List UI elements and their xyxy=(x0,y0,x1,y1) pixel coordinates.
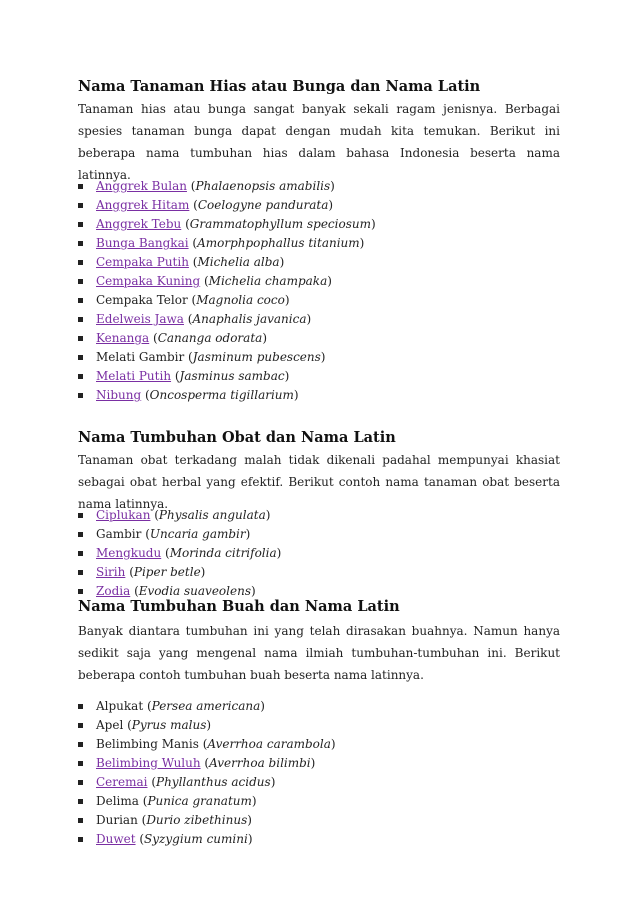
plant-name: Cempaka Telor xyxy=(96,293,188,307)
square-bullet-icon xyxy=(78,260,83,265)
plant-name-link[interactable]: Cempaka Putih xyxy=(96,255,189,269)
latin-name: Pyrus malus xyxy=(131,718,207,732)
list-item: Alpukat (Persea americana) xyxy=(78,697,336,716)
latin-name: Jasminum pubescens xyxy=(192,350,321,364)
square-bullet-icon xyxy=(78,837,83,842)
section-title-ornamental: Nama Tanaman Hias atau Bunga dan Nama Latin xyxy=(78,78,481,95)
list-item: Melati Gambir (Jasminum pubescens) xyxy=(78,348,376,367)
list-item: Nibung (Oncosperma tigillarium) xyxy=(78,386,376,405)
section-intro-fruit: Banyak diantara tumbuhan ini yang telah dirasakan buahnya. Namun hanya sedikit saja yang mengenal nama ilmiah tumbuhan-tumbuhan ini. Berikut beberapa contoh tumbuhan buah beserta nama latinnya. xyxy=(78,624,560,682)
latin-name: Physalis angulata xyxy=(158,508,266,522)
plant-name: Durian xyxy=(96,813,138,827)
latin-name: Evodia suaveolens xyxy=(138,584,251,598)
square-bullet-icon xyxy=(78,241,83,246)
plant-list-ornamental xyxy=(78,177,376,405)
square-bullet-icon xyxy=(78,799,83,804)
list-item: Anggrek Hitam (Coelogyne pandurata) xyxy=(78,196,376,215)
plant-name-link[interactable]: Melati Putih xyxy=(96,369,172,383)
square-bullet-icon xyxy=(78,532,83,537)
section-title-medicinal: Nama Tumbuhan Obat dan Nama Latin xyxy=(78,429,396,446)
square-bullet-icon xyxy=(78,589,83,594)
square-bullet-icon xyxy=(78,704,83,709)
plant-name-link[interactable]: Belimbing Wuluh xyxy=(96,756,201,770)
square-bullet-icon xyxy=(78,723,83,728)
plant-name-link[interactable]: Ciplukan xyxy=(96,508,151,522)
list-item: Cempaka Telor (Magnolia coco) xyxy=(78,291,376,310)
latin-name: Amorphpophallus titanium xyxy=(197,236,360,250)
plant-name: Belimbing Manis xyxy=(96,737,199,751)
list-item: Gambir (Uncaria gambir) xyxy=(78,525,281,544)
list-item: Belimbing Wuluh (Averrhoa bilimbi) xyxy=(78,754,336,773)
list-item: Bunga Bangkai (Amorphpophallus titanium) xyxy=(78,234,376,253)
section-intro-medicinal: Tanaman obat terkadang malah tidak dikenali padahal mempunyai khasiat sebagai obat herbal yang efektif. Berikut contoh nama tanaman obat beserta nama latinnya. xyxy=(78,453,560,511)
latin-name: Morinda citrifolia xyxy=(169,546,277,560)
list-item: Edelweis Jawa (Anaphalis javanica) xyxy=(78,310,376,329)
latin-name: Averrhoa bilimbi xyxy=(209,756,311,770)
plant-list-medicinal xyxy=(78,506,281,601)
latin-name: Punica granatum xyxy=(147,794,252,808)
square-bullet-icon xyxy=(78,355,83,360)
list-item: Anggrek Tebu (Grammatophyllum speciosum) xyxy=(78,215,376,234)
plant-name: Alpukat xyxy=(96,699,144,713)
plant-name-link[interactable]: Ceremai xyxy=(96,775,148,789)
list-item: Anggrek Bulan (Phalaenopsis amabilis) xyxy=(78,177,376,196)
square-bullet-icon xyxy=(78,513,83,518)
plant-name-link[interactable]: Kenanga xyxy=(96,331,150,345)
list-item: Belimbing Manis (Averrhoa carambola) xyxy=(78,735,336,754)
latin-name: Magnolia coco xyxy=(196,293,285,307)
latin-name: Piper betle xyxy=(133,565,201,579)
list-item: Cempaka Putih (Michelia alba) xyxy=(78,253,376,272)
list-item: Sirih (Piper betle) xyxy=(78,563,281,582)
latin-name: Durio zibethinus xyxy=(146,813,248,827)
plant-name: Melati Gambir xyxy=(96,350,185,364)
plant-name-link[interactable]: Anggrek Hitam xyxy=(96,198,190,212)
latin-name: Phyllanthus acidus xyxy=(156,775,271,789)
latin-name: Oncosperma tigillarium xyxy=(149,388,294,402)
list-item: Zodia (Evodia suaveolens) xyxy=(78,582,281,601)
square-bullet-icon xyxy=(78,570,83,575)
list-item: Delima (Punica granatum) xyxy=(78,792,336,811)
square-bullet-icon xyxy=(78,742,83,747)
latin-name: Jasminus sambac xyxy=(179,369,285,383)
plant-name-link[interactable]: Zodia xyxy=(96,584,131,598)
latin-name: Persea americana xyxy=(151,699,261,713)
square-bullet-icon xyxy=(78,374,83,379)
list-item: Melati Putih (Jasminus sambac) xyxy=(78,367,376,386)
latin-name: Grammatophyllum speciosum xyxy=(189,217,371,231)
list-item: Ceremai (Phyllanthus acidus) xyxy=(78,773,336,792)
plant-name-link[interactable]: Cempaka Kuning xyxy=(96,274,201,288)
square-bullet-icon xyxy=(78,279,83,284)
latin-name: Michelia champaka xyxy=(208,274,328,288)
square-bullet-icon xyxy=(78,780,83,785)
square-bullet-icon xyxy=(78,298,83,303)
plant-name-link[interactable]: Anggrek Tebu xyxy=(96,217,182,231)
plant-name: Delima xyxy=(96,794,139,808)
latin-name: Anaphalis javanica xyxy=(192,312,307,326)
latin-name: Uncaria gambir xyxy=(149,527,246,541)
section-title-fruit: Nama Tumbuhan Buah dan Nama Latin xyxy=(78,598,400,615)
list-item: Durian (Durio zibethinus) xyxy=(78,811,336,830)
square-bullet-icon xyxy=(78,818,83,823)
latin-name: Michelia alba xyxy=(197,255,280,269)
plant-name-link[interactable]: Nibung xyxy=(96,388,142,402)
square-bullet-icon xyxy=(78,203,83,208)
plant-name-link[interactable]: Mengkudu xyxy=(96,546,162,560)
plant-name: Gambir xyxy=(96,527,142,541)
list-item: Mengkudu (Morinda citrifolia) xyxy=(78,544,281,563)
square-bullet-icon xyxy=(78,184,83,189)
square-bullet-icon xyxy=(78,317,83,322)
latin-name: Averrhoa carambola xyxy=(207,737,331,751)
plant-list-fruit xyxy=(78,697,336,849)
latin-name: Coelogyne pandurata xyxy=(197,198,329,212)
plant-name-link[interactable]: Bunga Bangkai xyxy=(96,236,189,250)
plant-name-link[interactable]: Duwet xyxy=(96,832,136,846)
list-item: Kenanga (Cananga odorata) xyxy=(78,329,376,348)
square-bullet-icon xyxy=(78,551,83,556)
list-item: Cempaka Kuning (Michelia champaka) xyxy=(78,272,376,291)
plant-name-link[interactable]: Edelweis Jawa xyxy=(96,312,184,326)
latin-name: Phalaenopsis amabilis xyxy=(195,179,331,193)
list-item: Duwet (Syzygium cumini) xyxy=(78,830,336,849)
plant-name-link[interactable]: Sirih xyxy=(96,565,126,579)
list-item: Apel (Pyrus malus) xyxy=(78,716,336,735)
square-bullet-icon xyxy=(78,222,83,227)
plant-name: Apel xyxy=(96,718,124,732)
latin-name: Cananga odorata xyxy=(157,331,263,345)
plant-name-link[interactable]: Anggrek Bulan xyxy=(96,179,187,193)
square-bullet-icon xyxy=(78,761,83,766)
square-bullet-icon xyxy=(78,336,83,341)
section-intro-ornamental: Tanaman hias atau bunga sangat banyak sekali ragam jenisnya. Berbagai spesies tanaman bunga dapat dengan mudah kita temukan. Berikut ini beberapa nama tumbuhan hias dalam bahasa Indonesia beserta nama latinnya. xyxy=(78,102,560,182)
square-bullet-icon xyxy=(78,393,83,398)
list-item: Ciplukan (Physalis angulata) xyxy=(78,506,281,525)
latin-name: Syzygium cumini xyxy=(144,832,248,846)
